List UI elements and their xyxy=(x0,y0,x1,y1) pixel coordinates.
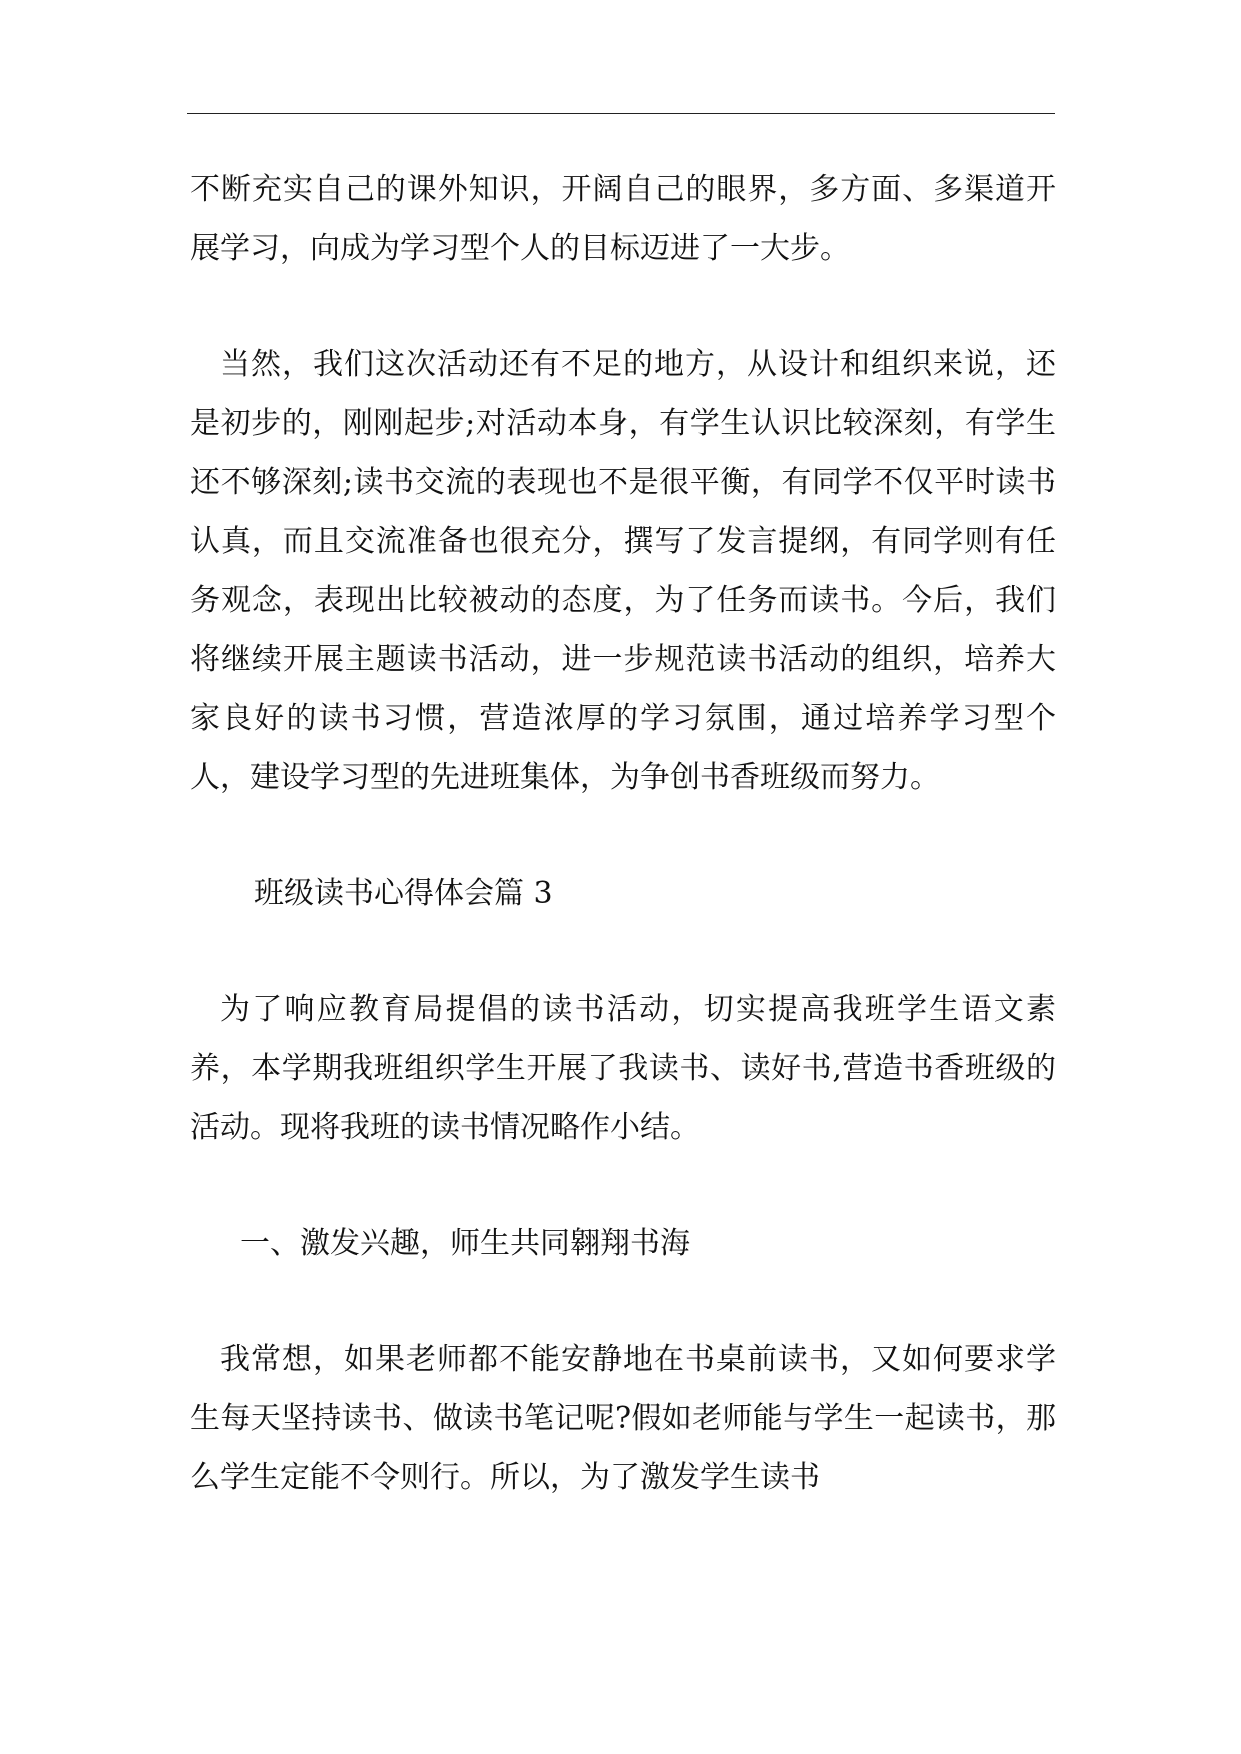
document-body xyxy=(190,160,1056,1507)
header-rule xyxy=(187,113,1055,114)
paragraph-intro: 为了响应教育局提倡的读书活动，切实提高我班学生语文素养，本学期我班组织学生开展了我读书、读好书,营造书香班级的活动。现将我班的读书情况略作小结。 xyxy=(190,992,1056,1145)
paragraph-closing: 我常想，如果老师都不能安静地在书桌前读书，又如何要求学生每天坚持读书、做读书笔记呢?假如老师能与学生一起读书，那么学生定能不令则行。所以，为了激发学生读书 xyxy=(190,1342,1056,1495)
paragraph-shortcomings: 当然，我们这次活动还有不足的地方，从设计和组织来说，还是初步的，刚刚起步;对活动本身，有学生认识比较深刻，有学生还不够深刻;读书交流的表现也不是很平衡，有同学不仅平时读书认真，而且交流准备也很充分，撰写了发言提纲，有同学则有任务观念，表现出比较被动的态度，为了任务而读书。今后，我们将继续开展主题读书活动，进一步规范读书活动的组织，培养大家良好的读书习惯，营造浓厚的学习氛围，通过培养学习型个人，建设学习型的先进班集体，为争创书香班级而努力。 xyxy=(190,347,1056,795)
section-heading: 班级读书心得体会篇 3 xyxy=(254,876,553,911)
sub-heading: 一、激发兴趣，师生共同翱翔书海 xyxy=(240,1226,690,1261)
paragraph-continued: 不断充实自己的课外知识，开阔自己的眼界，多方面、多渠道开展学习，向成为学习型个人的目标迈进了一大步。 xyxy=(190,172,1056,266)
